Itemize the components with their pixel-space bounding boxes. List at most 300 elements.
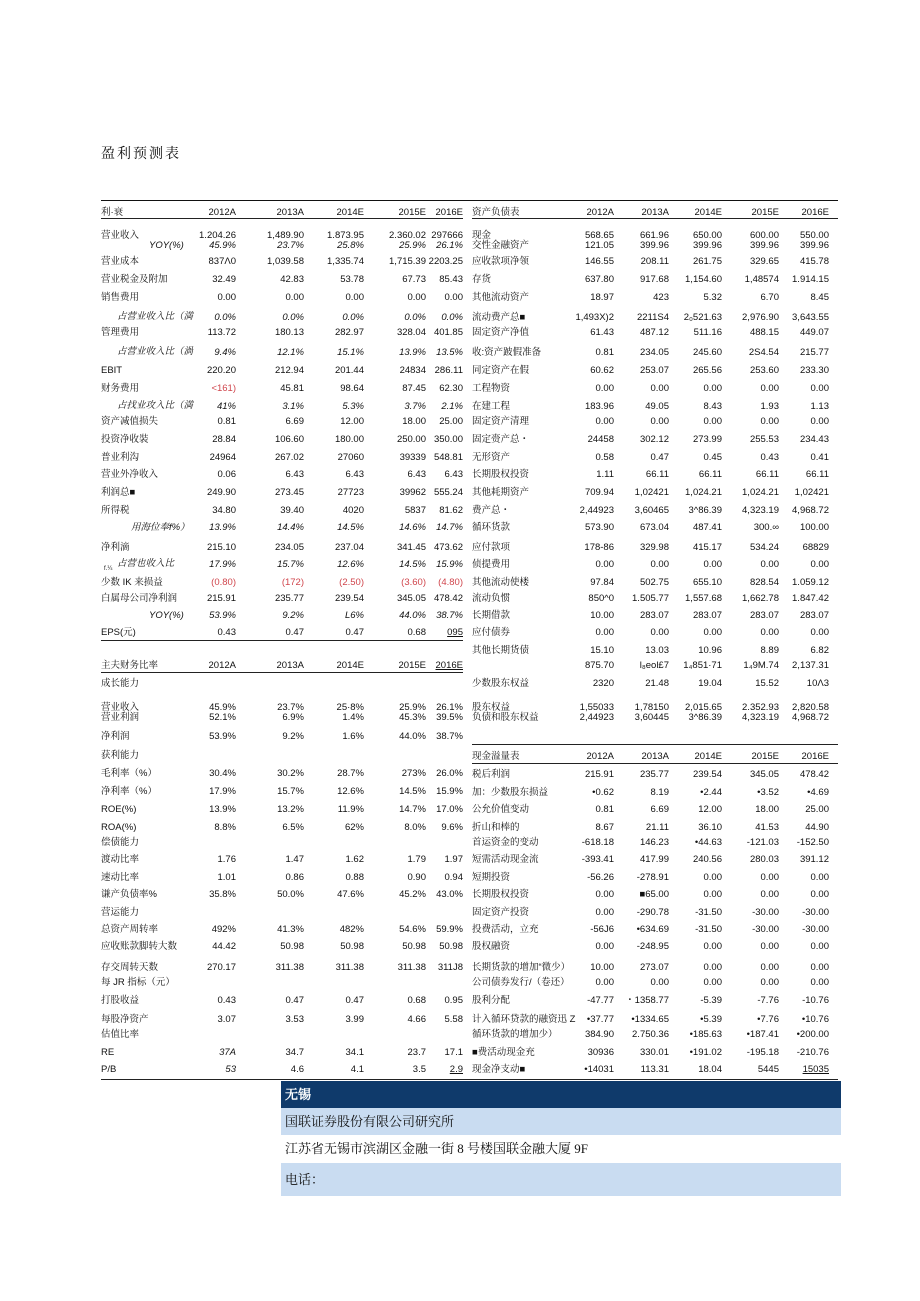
balance-bottom-rule [472,744,838,745]
cell-value: 0.00 [760,559,779,570]
cell-value: 14.5% [399,559,426,570]
cell-value: 0.47 [650,452,669,463]
cell-value: •4.69 [807,787,829,798]
cell-value: 637.80 [584,274,614,285]
cell-value: 280.03 [749,854,779,865]
cell-value: 0.00 [595,627,614,638]
cell-value: 240.56 [692,854,722,865]
cell-value: 5.3% [342,401,364,412]
cell-value: 350.00 [433,434,463,445]
footer-phone: 电话： [281,1163,841,1196]
cell-value: 43.0% [436,889,463,900]
cell-value: -121.03 [746,837,779,848]
row-label: 其他长期货债 [472,645,530,656]
cell-value: 0.00 [595,416,614,427]
cell-value: 273.99 [692,434,722,445]
cell-value: -10.76 [802,995,829,1006]
cell-value: 15.9% [436,559,463,570]
row-label: 其他流动使楼 [472,577,530,588]
cell-value: 253.07 [639,365,669,376]
cell-value: 1.059.12 [792,577,829,588]
cell-value: 10.00 [590,962,614,973]
cell-value: 2320 [592,678,614,689]
cell-value: 1.505.77 [632,593,669,604]
cell-value: 0.0% [342,312,364,323]
row-label: 所得税 [101,505,130,516]
cell-value: -618.18 [581,837,614,848]
row-label: 其他耗期资产 [472,487,530,498]
row-label: 应付款项 [472,542,511,553]
cell-value: 6.43 [285,469,304,480]
cell-value: 27060 [337,452,364,463]
cell-value: 423 [653,292,669,303]
cell-value: 0.81 [217,416,236,427]
cell-value: 0.00 [650,977,669,988]
cell-value: 183.96 [584,401,614,412]
cell-value: 1₄9M.74 [743,660,779,671]
cell-value: 330.01 [639,1047,669,1058]
cell-value: 10.96 [698,645,722,656]
row-label: 营业收入 [101,702,140,713]
cell-value: 41.3% [277,924,304,935]
row-label: 无形资产 [472,452,511,463]
cell-value: 13.9% [209,804,236,815]
cell-value: 0.47 [285,627,304,638]
cell-value: 5837 [404,505,426,516]
cell-value: 6.43 [444,469,463,480]
cell-value: -30.00 [802,924,829,935]
column-header: 2016E [435,660,463,671]
row-label: 固定赍产总・ [472,434,530,445]
row-label: 计入循环贷款的融资迅 Z [472,1014,576,1025]
cell-value: 286.11 [434,365,463,376]
row-label: 营业外净收入 [101,469,159,480]
cell-value: 1.13 [810,401,829,412]
cell-value: 311J8 [437,962,463,973]
cell-value: 0.41 [810,452,829,463]
cell-value: -393.41 [581,854,614,865]
cell-value: 66.11 [698,469,722,480]
cell-value: 492% [211,924,236,935]
cell-value: 24834 [399,365,426,376]
row-label: 谦产负债率% [101,889,157,900]
cell-value: 273.45 [274,487,304,498]
cell-value: •191.02 [689,1047,722,1058]
cell-value: 0.00 [810,889,829,900]
row-label: 存交周转天数 [101,962,159,973]
cell-value: 1.11 [596,469,614,480]
cell-value: 1,48574 [744,274,779,285]
cell-value: 18.00 [402,416,426,427]
cell-value: 0.00 [760,977,779,988]
row-label: 负债和股东权益 [472,712,539,723]
cell-value: 488.15 [749,327,779,338]
row-label: 净利滴 [101,542,130,553]
cell-value: 1,55033 [579,702,614,713]
column-header: 2014E [336,660,364,671]
cell-value: 1.847.42 [792,593,829,604]
cell-value: 300.∞ [753,522,779,533]
cell-value: -195.18 [746,1047,779,1058]
row-label: 营业成本 [101,256,140,267]
cell-value: (172) [281,577,304,588]
cell-value: 25.9% [399,702,426,713]
cell-value: 487.41 [692,522,722,533]
cell-value: 1,662.78 [742,593,779,604]
ratios-header-rule [101,672,463,673]
row-label: 股东权益 [472,702,511,713]
cell-value: 100.00 [799,522,829,533]
cell-value: 0.00 [810,962,829,973]
cell-value: 0.45 [703,452,722,463]
row-label: 财务费用 [101,383,140,394]
cell-value: 0.00 [444,292,463,303]
cell-value: 14.4% [277,522,304,533]
cell-value: 4.6 [290,1064,304,1075]
cell-value: 180.00 [334,434,364,445]
cell-value: 273.07 [639,962,669,973]
cell-value: 6.5% [282,822,304,833]
cell-value: 15.7% [277,786,304,797]
cell-value: 42.83 [280,274,304,285]
cell-value: 36.10 [698,822,722,833]
cell-value: 3,643.55 [792,312,829,323]
cell-value: 6.9% [282,712,304,723]
cell-value: 45.2% [399,889,426,900]
cell-value: 97.84 [590,577,614,588]
cell-value: 215.10 [206,542,236,553]
cell-value: 5.58 [444,1014,463,1025]
row-label: 循环货款 [472,522,511,533]
cell-value: 0.81 [595,804,614,815]
column-header: 2012A [208,660,236,671]
cell-value: 146.55 [584,256,614,267]
cell-value: 4,323.19 [742,505,779,516]
cell-value: 283.07 [799,610,829,621]
cell-value: (4.80) [438,577,463,588]
cell-value: 0.88 [345,872,364,883]
cell-value: 399.96 [799,240,829,251]
column-header: 2013A [276,660,304,671]
cell-value: 0.47 [285,995,304,1006]
cell-value: 267.02 [274,452,304,463]
cell-value: 178-86 [584,542,614,553]
cell-value: 50.98 [439,941,463,952]
row-label: 净利率（%） [101,786,157,797]
cell-value: 253.60 [749,365,779,376]
column-header: 2015E [751,751,779,762]
cell-value: 39.40 [280,505,304,516]
row-label: 应收账款脚转大数 [101,941,178,952]
row-label: 投资净收裝 [101,434,149,445]
cell-value: 0.43 [217,995,236,1006]
cell-value: 18.97 [590,292,614,303]
row-label: 流动负惯 [472,593,511,604]
row-label: 估值比率 [101,1029,140,1040]
row-label: 固定资产净值 [472,327,530,338]
cell-value: 0.00 [760,872,779,883]
footer-org: 国联证券股份有限公司研究所 [281,1108,841,1135]
cell-value: 3^86.39 [688,712,722,723]
row-label: 长期股权投资 [472,889,530,900]
row-label: 销售费用 [101,292,140,303]
row-label: 公司债券发行/（卷还） [472,977,570,988]
cell-value: 2,015.65 [685,702,722,713]
cell-value: 12.00 [340,416,364,427]
cell-value: -7.76 [757,995,779,1006]
row-label: YOY(%) [149,240,184,251]
cell-value: 25.00 [805,804,829,815]
cell-value: 66.11 [805,469,829,480]
cell-value: 26.0% [436,768,463,779]
cell-value: 0.00 [760,889,779,900]
cell-value: 399.96 [639,240,669,251]
cell-value: (2.50) [339,577,364,588]
cell-value: 2203.25 [428,256,463,267]
row-label: 股权融资 [472,941,511,952]
cell-value: 8.0% [404,822,426,833]
cell-value: 6.69 [285,416,304,427]
cell-value: 81.62 [439,505,463,516]
cell-value: 146.23 [639,837,669,848]
cell-value: 208.11 [640,256,669,267]
cell-value: 329.98 [639,542,669,553]
column-header-label: 主夫财务比率 [101,660,159,671]
row-label: 营业收入 [101,230,140,241]
cell-value: 35.8% [209,889,236,900]
cell-value: 3.7% [404,401,426,412]
column-header: 2015E [398,660,426,671]
cell-value: •1334.65 [631,1014,669,1025]
cell-value: 52.1% [209,712,236,723]
row-label: 税后利润 [472,769,511,780]
column-header: 2013A [641,751,669,762]
row-label: 占营业收入比（満 [117,312,194,322]
cell-value: 534.24 [749,542,779,553]
cell-value: 297666 [431,230,463,241]
cell-value: 3,60465 [634,505,669,516]
cell-value: 25·8% [336,702,364,713]
cell-value: 25.9% [399,240,426,251]
cell-value: 0.00 [595,941,614,952]
cell-value: 215.91 [206,593,236,604]
cell-value: 1,039.58 [267,256,304,267]
cell-value: 53.9% [209,731,236,742]
cell-value: 0.00 [703,872,722,883]
cell-value: 28.7% [337,768,364,779]
cell-value: 2₀521.63 [683,312,722,323]
cell-value: 121.05 [584,240,614,251]
cell-value: -278.91 [636,872,669,883]
row-label: 股利分配 [472,995,511,1006]
cell-value: 302.12 [639,434,669,445]
cell-value: 25.8% [337,240,364,251]
cell-value: 0.00 [760,962,779,973]
column-header-label: 利·衰 [101,207,124,218]
cell-value: 45.81 [280,383,304,394]
cell-value: 5445 [757,1064,779,1075]
cell-value: 4,968.72 [792,505,829,516]
column-header: 2014E [694,751,722,762]
cell-value: 61.43 [590,327,614,338]
cell-value: 1.873.95 [327,230,364,241]
cell-value: 67.73 [402,274,426,285]
column-header: 2014E [336,207,364,218]
cell-value: 655.10 [692,577,722,588]
cell-value: 98.64 [340,383,364,394]
cell-value: 0.0% [214,312,236,323]
cell-value: 54.6% [399,924,426,935]
cell-value: 255.53 [749,434,779,445]
cell-value: 478.42 [433,593,463,604]
cell-value: 0.58 [595,452,614,463]
cell-value: 15035 [802,1064,829,1075]
cell-value: ・1358.77 [625,995,669,1006]
row-label: 普业利沟 [101,452,140,463]
row-label: 白属母公司净利润 [101,593,178,604]
row-label: ■费活动现金充 [472,1047,535,1058]
cell-value: 3,60445 [634,712,669,723]
cell-value: 44.0% [399,610,426,621]
cell-value: 850^0 [588,593,614,604]
cell-value: 45.3% [399,712,426,723]
cell-value: 502.75 [639,577,669,588]
cell-value: 2.750.36 [632,1029,669,1040]
row-label: 占营也收入比 [117,559,175,569]
cell-value: 10.00 [590,610,614,621]
cell-value: 1,557.68 [685,593,722,604]
cell-value: 600.00 [749,230,779,241]
row-label: 总资产周转率 [101,924,159,935]
cell-value: 0.00 [760,383,779,394]
cell-value: 17.9% [209,559,236,570]
column-header: 2016E [801,207,829,218]
cell-value: 0.06 [217,469,236,480]
cell-value: 3.5 [412,1064,426,1075]
row-label: P/B [101,1064,117,1075]
cash-header-rule [472,763,838,764]
cell-value: 1,715.39 [389,256,426,267]
cell-value: -290.78 [636,907,669,918]
cell-value: 341.45 [396,542,426,553]
cell-value: -210.76 [796,1047,829,1058]
cell-value: 2211S4 [636,312,669,323]
cell-value: 550.00 [799,230,829,241]
cell-value: 8.43 [703,401,722,412]
row-label: 营业利润 [101,712,140,723]
cell-value: 14.7% [436,522,463,533]
row-label: 速动比率 [101,872,140,883]
cell-value: 18.04 [698,1064,722,1075]
cell-value: 415.17 [692,542,722,553]
cell-value: 237.04 [334,542,364,553]
cell-value: 650.00 [692,230,722,241]
column-header-label: 资产负债表 [472,207,520,218]
cell-value: 3.53 [285,1014,304,1025]
row-label: 存货 [472,274,492,285]
row-label: 侦提费用 [472,559,511,570]
cell-value: 511.16 [693,327,722,338]
cell-value: 47.6% [337,889,364,900]
cell-value: 0.86 [285,872,304,883]
cell-value: 311.38 [335,962,364,973]
row-label: 流动费产总■ [472,312,526,323]
cell-value: 41% [216,401,236,412]
row-label: 费产总・ [472,505,511,516]
cell-value: 1.47 [285,854,304,865]
cell-value: 44.90 [805,822,829,833]
column-header-label: 现金溢量表 [472,751,520,762]
cell-value: 2.352.93 [742,702,779,713]
cell-value: 14.7% [399,804,426,815]
cell-value: -56J6 [590,924,614,935]
cell-value: 113.31 [640,1064,669,1075]
cell-value: 23.7% [277,702,304,713]
footer-city: 无锡 [281,1081,841,1108]
cell-value: 487.12 [639,327,669,338]
row-label: 短需活动现金流 [472,854,539,865]
cell-value: 50.0% [277,889,304,900]
cell-value: 2.1% [441,401,463,412]
cell-value: 24458 [587,434,614,445]
cell-value: 49.05 [645,401,669,412]
cell-value: 38.7% [436,731,463,742]
cell-value: 2.360.02 [389,230,426,241]
cell-value: -31.50 [695,907,722,918]
cell-value: -47.77 [587,995,614,1006]
cell-value: 261.75 [692,256,722,267]
cell-value: 478.42 [799,769,829,780]
row-label: 占营业收入比（渦 [117,347,194,357]
cell-value: •37.77 [586,1014,614,1025]
cell-value: 1.204.26 [199,230,236,241]
cell-value: 8.19 [650,787,669,798]
cell-value: 568.65 [584,230,614,241]
cell-value: 14.6% [399,522,426,533]
cell-value: 235.77 [639,769,669,780]
cell-value: 9.4% [214,347,236,358]
cell-value: 249.90 [206,487,236,498]
cell-value: 13.9% [209,522,236,533]
column-header: 2013A [641,207,669,218]
row-label: 资产减值损失 [101,416,159,427]
row-label: 在建工程 [472,401,511,412]
cell-value: 0.47 [345,627,364,638]
cell-value: 21.11 [645,822,669,833]
cell-value: 17.9% [209,786,236,797]
cell-value: 2S4.54 [748,347,779,358]
cell-value: 0.0% [282,312,304,323]
cell-value: 17.1 [444,1047,463,1058]
cell-value: 37A [219,1047,236,1058]
cell-value: 0.00 [810,977,829,988]
cell-value: 0.95 [444,995,463,1006]
cell-value: •185.63 [689,1029,722,1040]
row-label: 长期股权投资 [472,469,530,480]
cell-value: 399.96 [692,240,722,251]
cell-value: 2,137.31 [792,660,829,671]
row-label: 交性金融资产 [472,240,530,251]
cell-value: 0.00 [595,559,614,570]
cell-value: 837Λ0 [208,256,236,267]
cell-value: 1.93 [760,401,779,412]
cell-value: l₈eol£7 [639,660,669,671]
cell-value: 0.00 [595,907,614,918]
top-rule [101,200,838,201]
cell-value: 0.00 [650,627,669,638]
cell-value: 53.9% [209,610,236,621]
cell-value: 220.20 [206,365,236,376]
